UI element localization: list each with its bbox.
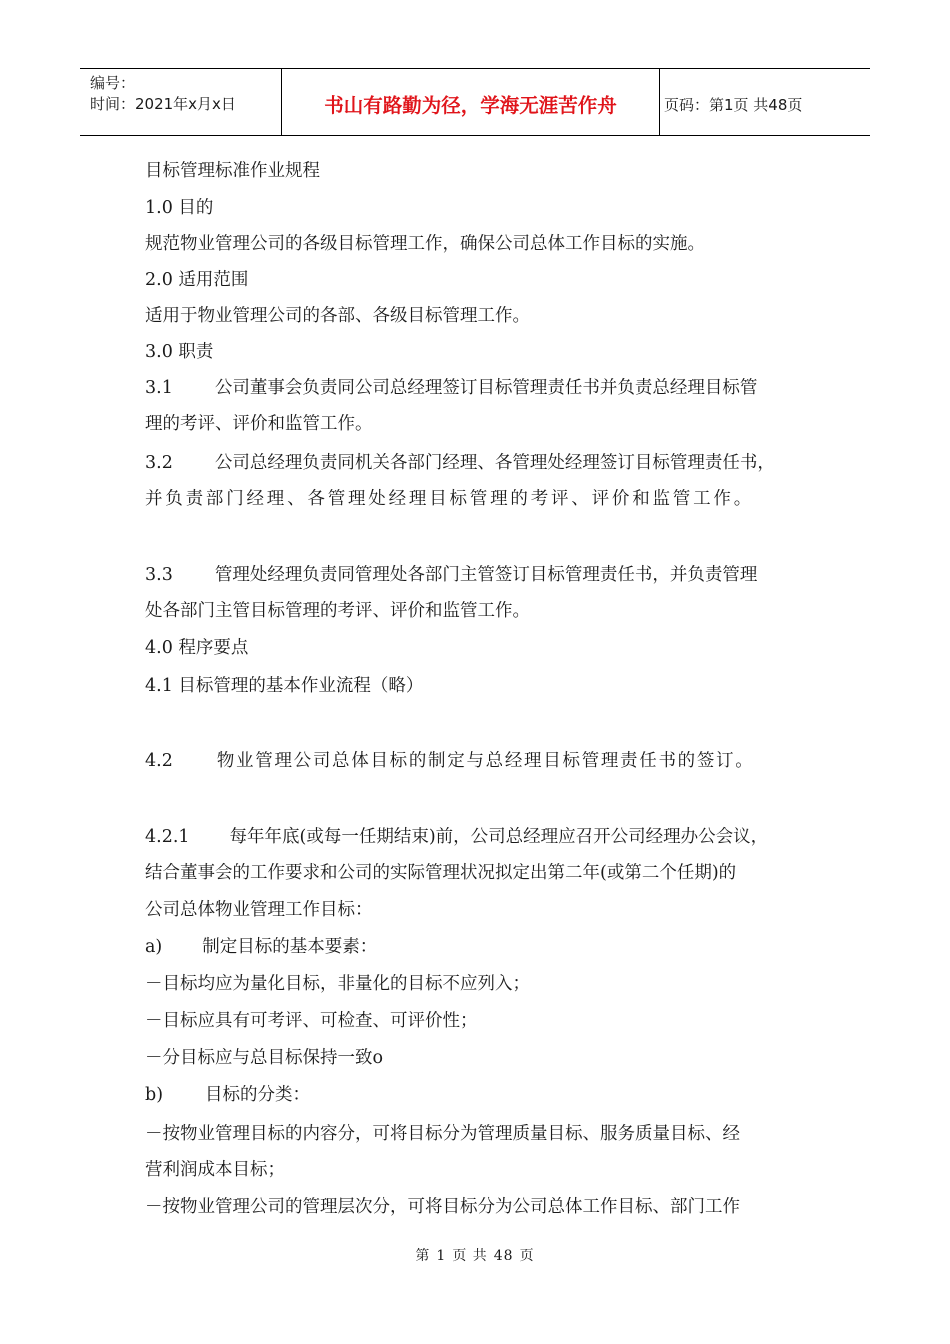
footer-page-total: 48: [493, 1248, 514, 1264]
header-page-info: 页码：第1页 共48页: [664, 95, 803, 114]
footer-page-number: 1: [436, 1248, 447, 1264]
item-b-bullet-1-line-2: 营利润成本目标；: [145, 1160, 285, 1180]
item-a-text: 制定目标的基本要素：: [202, 937, 378, 957]
section-4-2-1-line-2: 结合董事会的工作要求和公司的实际管理状况拟定出第二年(或第二个任期)的: [145, 863, 737, 883]
footer-page-end: 页: [519, 1248, 535, 1264]
section-1-heading: 1.0 目的: [145, 198, 214, 218]
section-4-1: 4.1 目标管理的基本作业流程（略）: [145, 676, 424, 696]
item-b-text: 目标的分类：: [205, 1085, 311, 1105]
document-number-label: 编号：: [90, 74, 136, 92]
item-a: [145, 935, 377, 959]
item-a-bullet-2: －目标应具有可考评、可检查、可评价性；: [145, 1011, 478, 1031]
document-title: 目标管理标准作业规程: [145, 161, 320, 181]
section-4-2-number: 4.2: [145, 751, 173, 771]
section-3-2-text: 公司总经理负责同机关各部门经理、各管理处经理签订目标管理责任书，: [214, 453, 775, 473]
section-3-1-number: 3.1: [145, 378, 173, 398]
section-3-2-number: 3.2: [145, 453, 173, 473]
section-3-1-text: 公司董事会负责同公司总经理签订目标管理责任书并负责总经理目标管: [214, 378, 758, 398]
section-4-2-1-text: 每年年底(或每一任期结束)前，公司总经理应召开公司经理办公会议，: [229, 827, 769, 847]
header-meta-cell: [80, 69, 282, 135]
section-3-3-text: 管理处经理负责同管理处各部门主管签订目标管理责任书，并负责管理: [214, 565, 758, 585]
section-3-1-line-2: 理的考评、评价和监管工作。: [145, 414, 373, 434]
section-1-text: 规范物业管理公司的各级目标管理工作，确保公司总体工作目标的实施。: [145, 234, 705, 254]
section-4-heading: 4.0 程序要点: [145, 638, 249, 658]
section-3-3-number: 3.3: [145, 565, 173, 585]
section-4-2: [145, 749, 754, 773]
footer-page-mid: 页 共: [452, 1248, 488, 1264]
section-3-2-line-1: [145, 451, 775, 475]
item-b: [145, 1083, 310, 1107]
section-3-1-line-1: [145, 376, 757, 400]
item-a-bullet-3: －分目标应与总目标保持一致o: [145, 1048, 384, 1068]
item-b-label: b): [145, 1085, 164, 1105]
section-4-2-1-number: 4.2.1: [145, 827, 190, 847]
section-2-text: 适用于物业管理公司的各部、各级目标管理工作。: [145, 306, 530, 326]
section-3-2-line-2: 并负责部门经理、各管理处经理目标管理的考评、评价和监管工作。: [145, 489, 754, 509]
item-b-bullet-1-line-1: －按物业管理目标的内容分，可将目标分为管理质量目标、服务质量目标、经: [145, 1124, 740, 1144]
header-motto: 书山有路勤为径，学海无涯苦作舟: [282, 69, 660, 135]
section-3-3-line-2: 处各部门主管目标管理的考评、评价和监管工作。: [145, 601, 530, 621]
section-4-2-1-line-1: [145, 825, 768, 849]
page-footer: [0, 1245, 950, 1265]
item-a-bullet-1: －目标均应为量化目标，非量化的目标不应列入；: [145, 974, 530, 994]
footer-page-label: 第: [415, 1248, 431, 1264]
section-2-heading: 2.0 适用范围: [145, 270, 249, 290]
document-time-label: 时间：2021年x月x日: [90, 95, 236, 113]
section-3-3-line-1: [145, 563, 757, 587]
header-table: [80, 68, 870, 136]
item-b-bullet-2-line-1: －按物业管理公司的管理层次分，可将目标分为公司总体工作目标、部门工作: [145, 1197, 740, 1217]
section-4-2-text: 物业管理公司总体目标的制定与总经理目标管理责任书的签订。: [216, 751, 755, 771]
section-3-heading: 3.0 职责: [145, 342, 214, 362]
item-a-label: a): [145, 937, 163, 957]
section-4-2-1-line-3: 公司总体物业管理工作目标：: [145, 900, 373, 920]
